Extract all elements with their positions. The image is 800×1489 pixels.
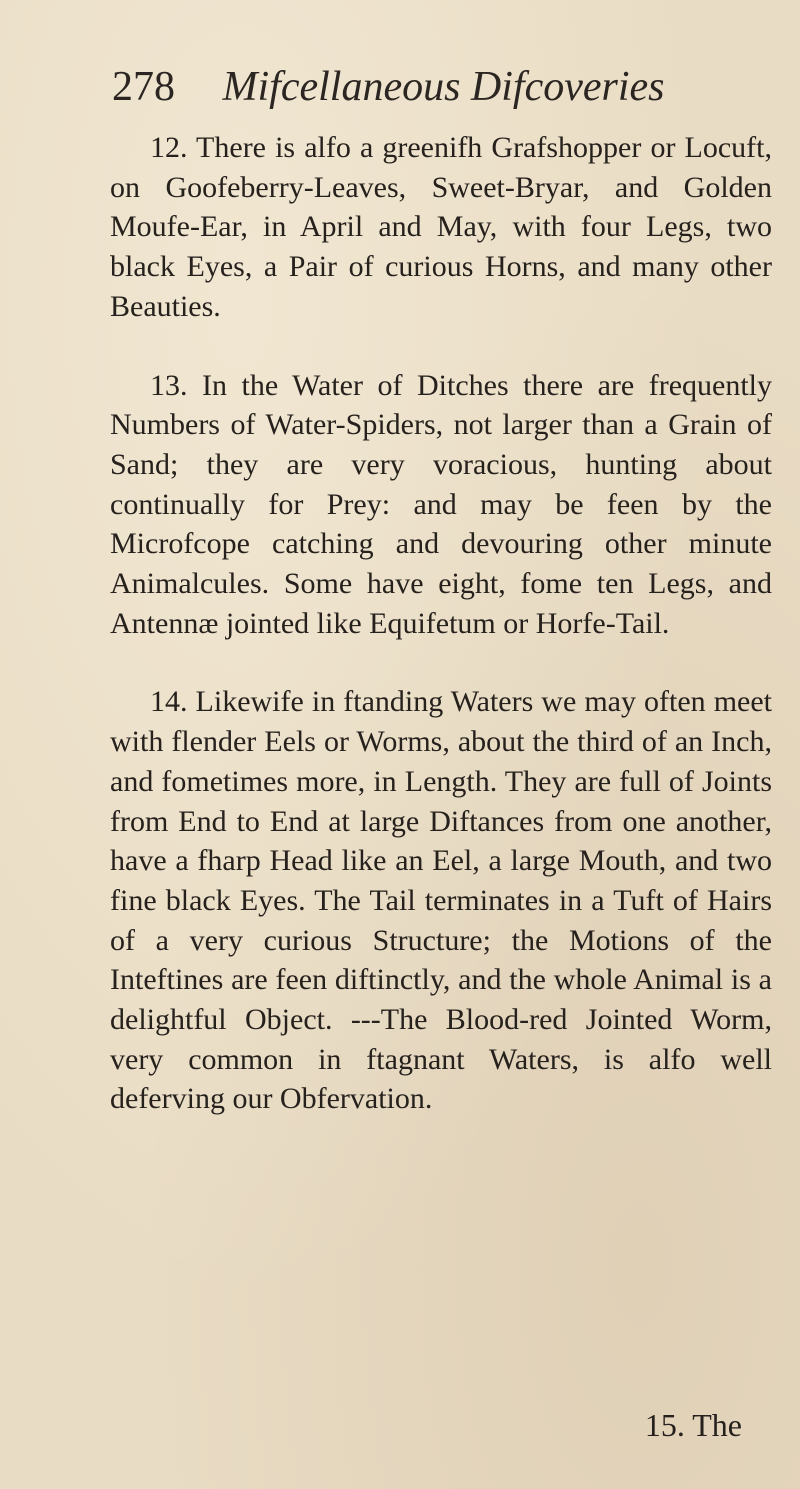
body-text (110, 128, 772, 1119)
page-number: 278 (112, 64, 175, 110)
paragraph-13: 13. In the Water of Ditches there are frequently Numbers of Water-Spiders, not larger than a Grain of Sand; they are very voracious, hunting about continually for Prey: and may be feen by the Microfcope catching and devouring other minute Animalcules. Some have eight, fome ten Legs, and Antennæ jointed like Equifetum or Horfe-Tail. (110, 368, 772, 640)
paragraph-12: 12. There is alfo a greenifh Grafshopper or Locuft, on Goofeberry-Leaves, Sweet-Bryar, and Golden Moufe-Ear, in April and May, with four Legs, two black Eyes, a Pair of curious Horns, and many other Beauties. (110, 131, 772, 323)
catchword: 15. The (644, 1407, 742, 1443)
page-header (112, 62, 732, 112)
running-title: Mifcellaneous Difcoveries (222, 64, 665, 110)
paragraph-14: 14. Likewife in ftanding Waters we may often meet with flender Eels or Worms, about the third of an Inch, and fometimes more, in Length. They are full of Joints from End to End at large Diftances from one another, have a fharp Head like an Eel, a large Mouth, and two fine black Eyes. The Tail terminates in a Tuft of Hairs of a very curious Structure; the Motions of the Inteftines are feen diftinctly, and the whole Animal is a delightful Object. ---The Blood-red Jointed Worm, very common in ftagnant Waters, is alfo well deferving our Obfervation. (110, 685, 772, 1116)
